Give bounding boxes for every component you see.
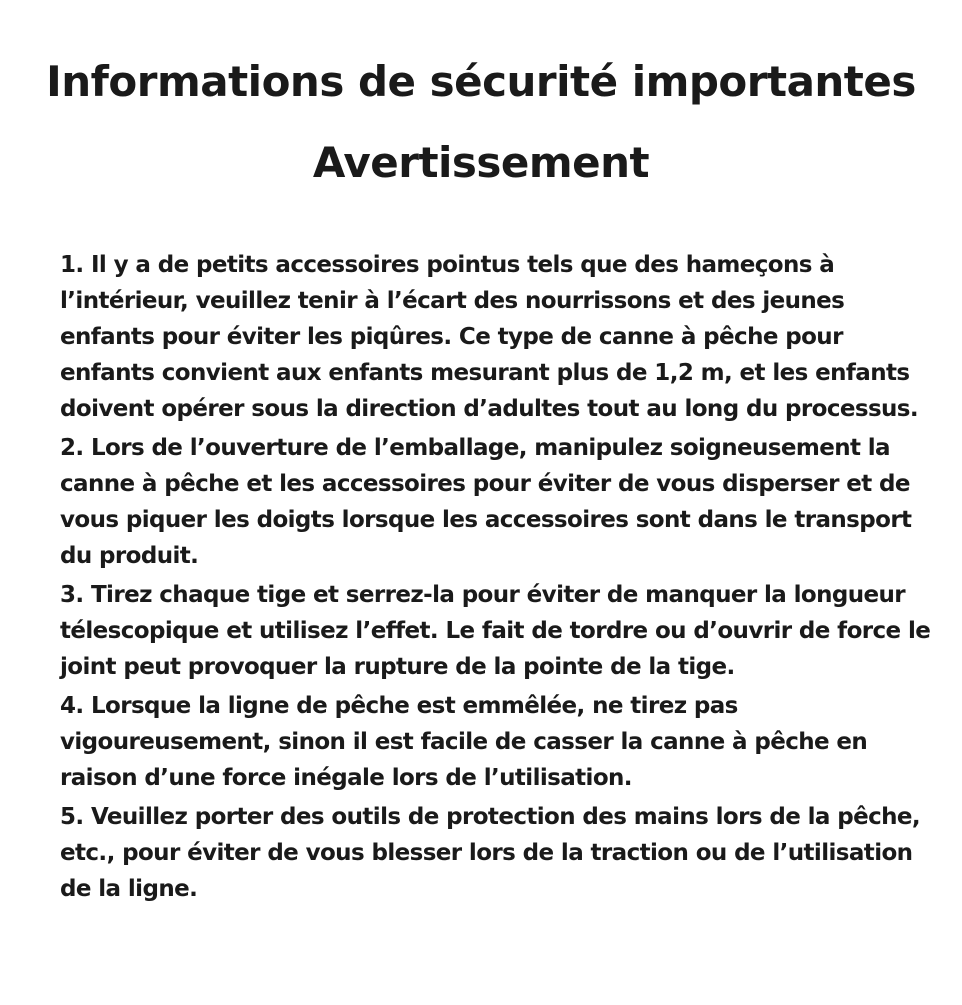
warning-line: 4. Lorsque la ligne de pêche est emmêlée, ne tirez pas [60,693,738,719]
warning-line: télescopique et utilisez l’effet. Le fait de tordre ou d’ouvrir de force le [60,618,931,644]
warning-item-5 [60,799,940,907]
warning-line: du produit. [60,543,199,569]
warning-line: enfants convient aux enfants mesurant plus de 1,2 m, et les enfants [60,360,910,386]
warning-line: l’intérieur, veuillez tenir à l’écart des nourrissons et des jeunes [60,288,845,314]
warning-line: 1. Il y a de petits accessoires pointus tels que des hameçons à [60,252,835,278]
page-title: Informations de sécurité importantes [46,57,916,106]
warning-line: 2. Lors de l’ouverture de l’emballage, manipulez soigneusement la [60,435,890,461]
warning-line: vous piquer les doigts lorsque les accessoires sont dans le transport [60,507,912,533]
warning-item-2 [60,430,940,574]
warning-list [60,247,940,910]
warning-line: vigoureusement, sinon il est facile de casser la canne à pêche en [60,729,868,755]
warning-line: canne à pêche et les accessoires pour éviter de vous disperser et de [60,471,910,497]
page-subtitle: Avertissement [312,138,650,187]
warning-line: enfants pour éviter les piqûres. Ce type de canne à pêche pour [60,324,843,350]
warning-line: raison d’une force inégale lors de l’utilisation. [60,765,632,791]
warning-item-3 [60,577,940,685]
warning-line: doivent opérer sous la direction d’adultes tout au long du processus. [60,396,919,422]
warning-line: de la ligne. [60,876,198,902]
warning-line: joint peut provoquer la rupture de la pointe de la tige. [60,654,735,680]
warning-line: etc., pour éviter de vous blesser lors de la traction ou de l’utilisation [60,840,913,866]
warning-line: 3. Tirez chaque tige et serrez-la pour éviter de manquer la longueur [60,582,906,608]
warning-item-4 [60,688,940,796]
warning-line: 5. Veuillez porter des outils de protection des mains lors de la pêche, [60,804,921,830]
warning-item-1 [60,247,940,427]
